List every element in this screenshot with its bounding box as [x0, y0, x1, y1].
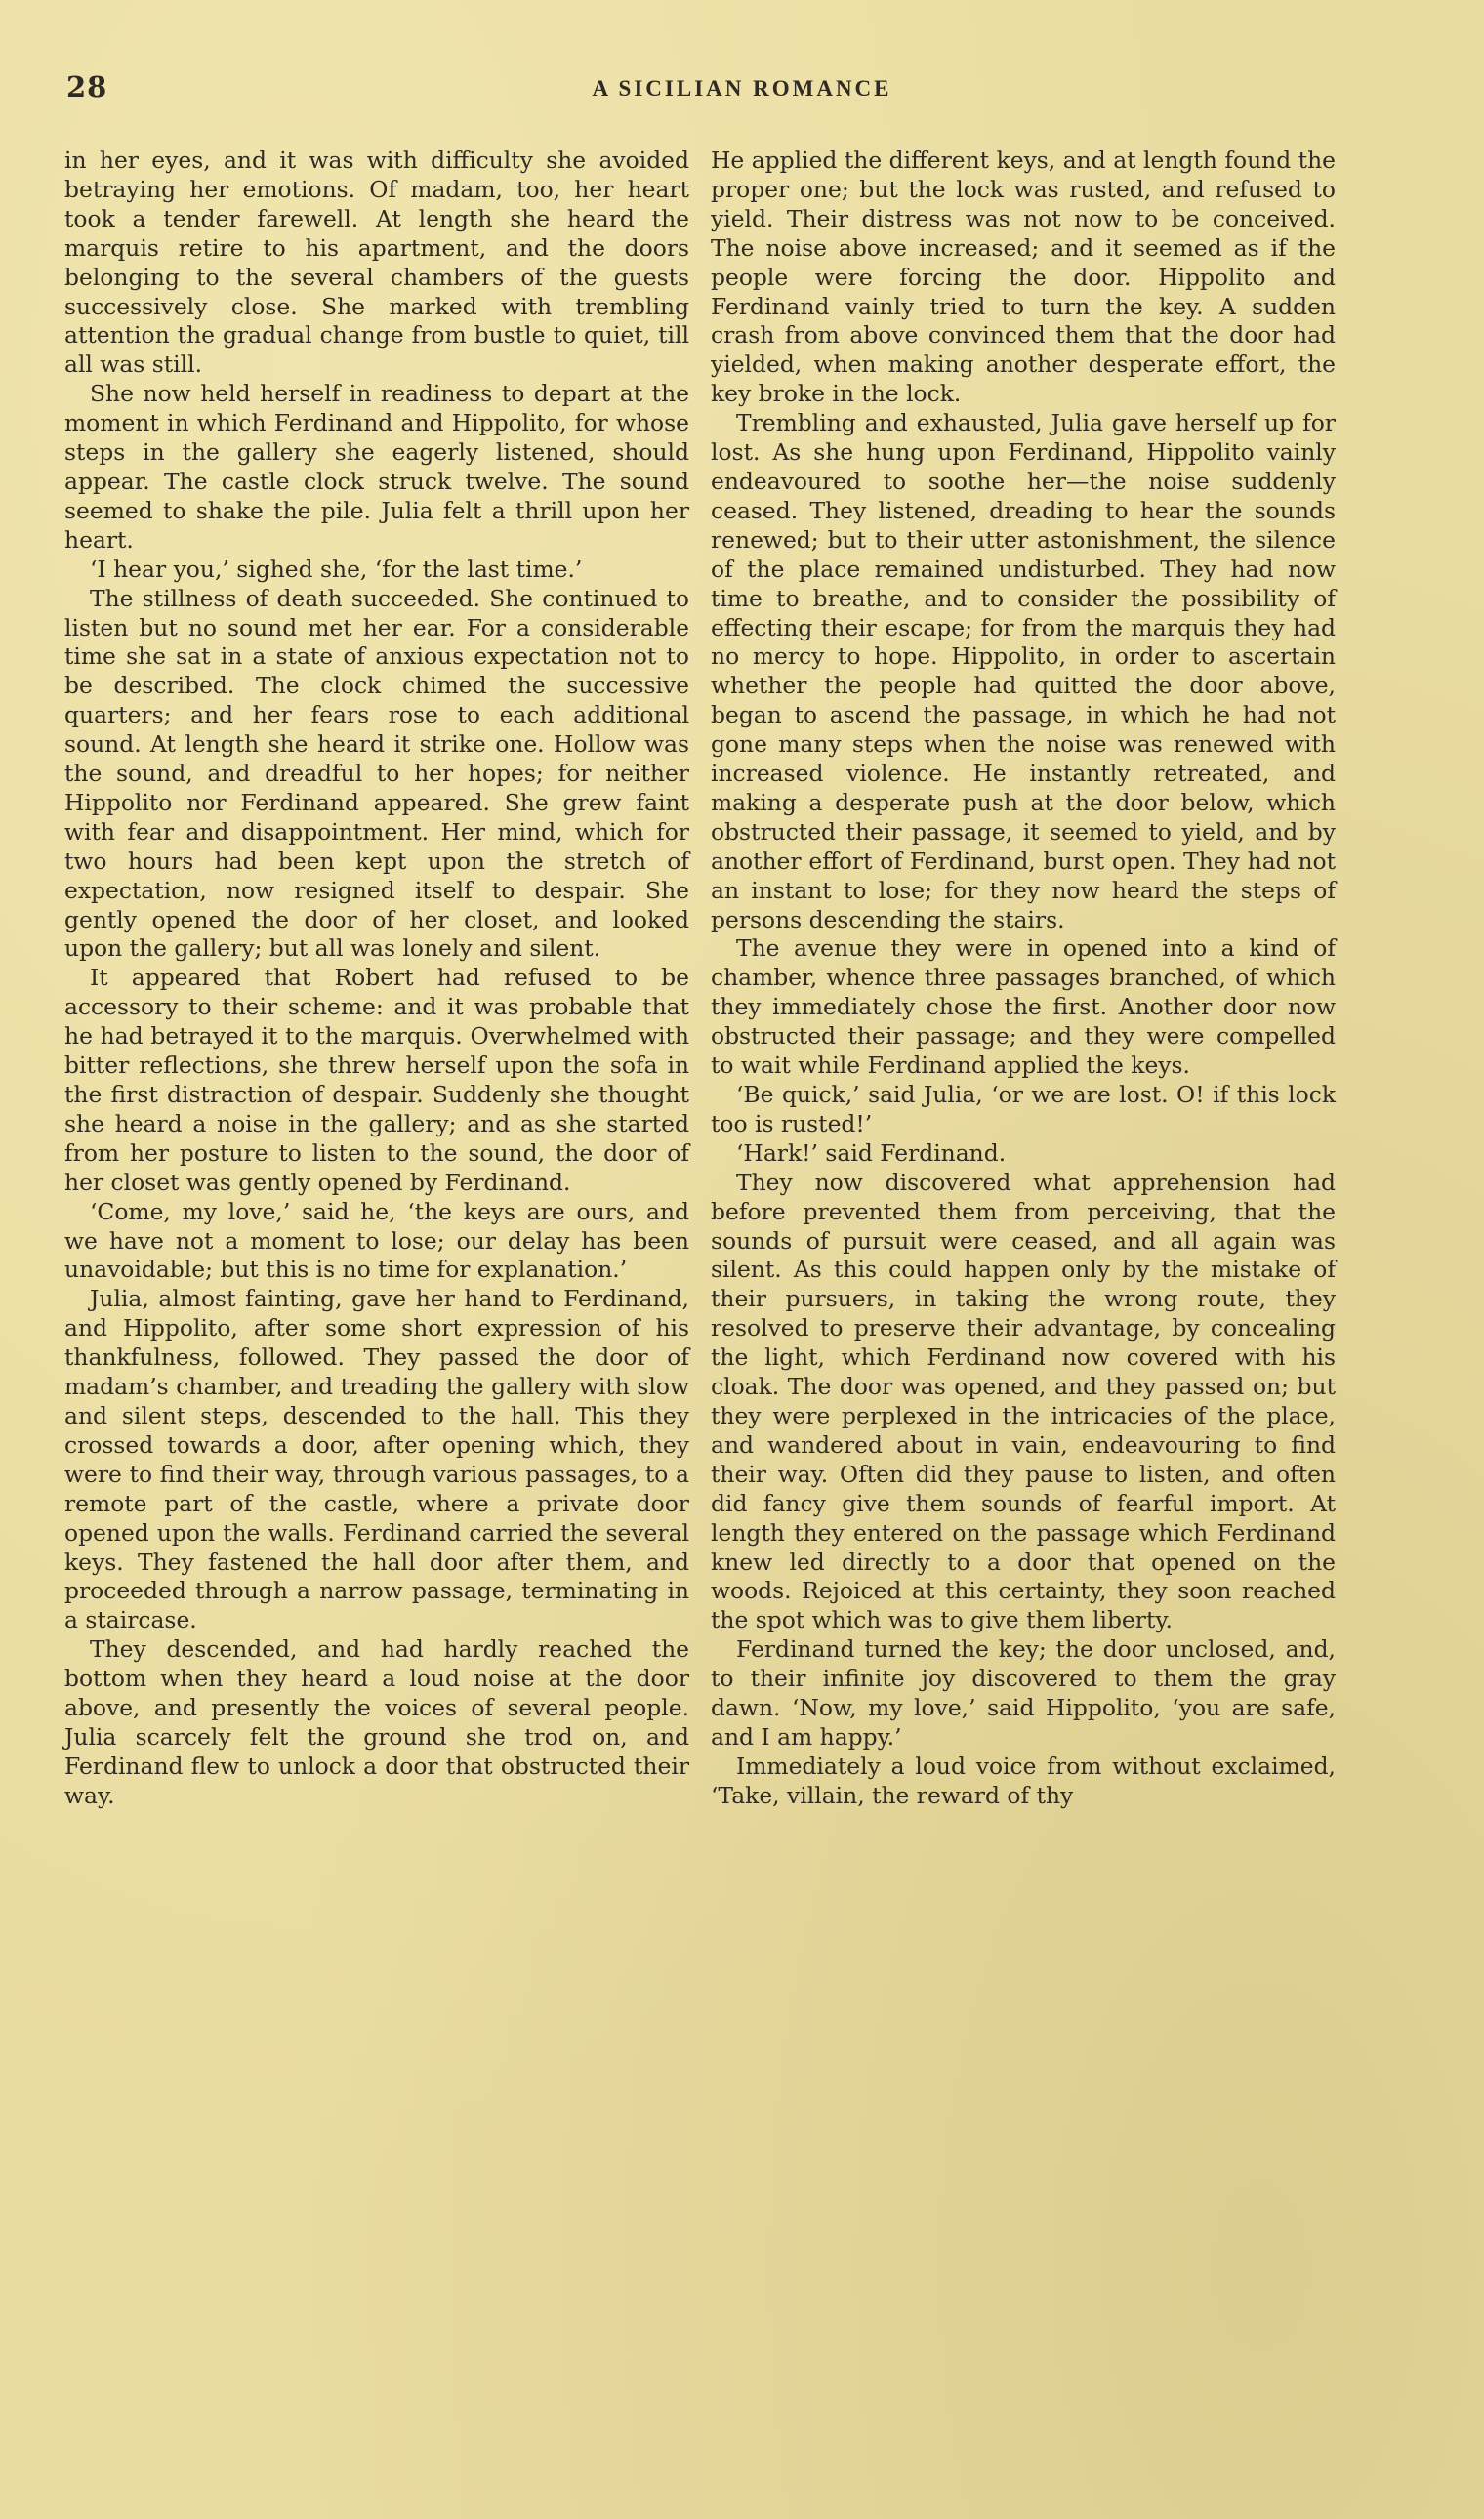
paragraph: They descended, and had hardly reached the bottom when they heard a loud noise at the door above, and presently the voices of several people. Julia scarcely felt the ground she trod on, and Ferdinand flew to unlock a door that obstructed their way.	[64, 1635, 689, 1809]
paragraph: ‘Come, my love,’ said he, ‘the keys are ours, and we have not a moment to lose; our delay has been unavoidable; but this is no time for explanation.’	[64, 1197, 689, 1284]
page-number: 28	[66, 70, 108, 103]
paragraph: He applied the different keys, and at length found the proper one; but the lock was rusted, and refused to yield. Their distress was not now to be conceived. The noise above increased; and it seemed as if the people were forcing the door. Hippolito and Ferdinand vainly tried to turn the key. A sudden crash from above convinced them that the door had yielded, when making another desperate effort, the key broke in the lock.	[711, 146, 1336, 408]
right-column	[711, 146, 1336, 1811]
paragraph: ‘I hear you,’ sighed she, ‘for the last time.’	[90, 555, 583, 583]
paragraph: She now held herself in readiness to depart at the moment in which Ferdinand and Hippolito, for whose steps in the gallery she eagerly listened, should appear. The castle clock struck twelve. The sound seemed to shake the pile. Julia felt a thrill upon her heart.	[64, 380, 689, 554]
page-header	[62, 70, 1422, 109]
paragraph: Ferdinand turned the key; the door unclosed, and, to their infinite joy discovered to them the gray dawn. ‘Now, my love,’ said Hippolito, ‘you are safe, and I am happy.’	[711, 1635, 1336, 1751]
paragraph: in her eyes, and it was with difficulty she avoided betraying her emotions. Of madam, too, her heart took a tender farewell. At length she heard the marquis retire to his apartment, and the doors belonging to the several chambers of the guests successively close. She marked with trembling attention the gradual change from bustle to quiet, till all was still.	[64, 146, 689, 379]
paragraph: The avenue they were in opened into a kind of chamber, whence three passages branched, of which they immediately chose the first. Another door now obstructed their passage; and they were compelled to wait while Ferdinand applied the keys.	[711, 934, 1336, 1080]
paragraph: They now discovered what apprehension had before prevented them from perceiving, that the sounds of pursuit were ceased, and all again was silent. As this could happen only by the mistake of their pursuers, in taking the wrong route, they resolved to preserve their advantage, by concealing the light, which Ferdinand now covered with his cloak. The door was opened, and they passed on; but they were perplexed in the intricacies of the place, and wandered about in vain, endeavouring to find their way. Often did they pause to listen, and often did fancy give them sounds of fearful import. At length they entered on the passage which Ferdinand knew led directly to a door that opened on the woods. Rejoiced at this certainty, they soon reached the spot which was to give them liberty.	[711, 1168, 1336, 1634]
paragraph: It appeared that Robert had refused to be accessory to their scheme: and it was probable that he had betrayed it to the marquis. Overwhelmed with bitter reflections, she threw herself upon the sofa in the first distraction of despair. Suddenly she thought she heard a noise in the gallery; and as she started from her posture to listen to the sound, the door of her closet was gently opened by Ferdinand.	[64, 964, 689, 1196]
paragraph: Trembling and exhausted, Julia gave herself up for lost. As she hung upon Ferdinand, Hippolito vainly endeavoured to soothe her—the noise suddenly ceased. They listened, dreading to hear the sounds renewed; but to their utter astonishment, the silence of the place remained undisturbed. They had now time to breathe, and to consider the possibility of effecting their escape; for from the marquis they had no mercy to hope. Hippolito, in order to ascertain whether the people had quitted the door above, began to ascend the passage, in which he had not gone many steps when the noise was renewed with increased violence. He instantly retreated, and making a desperate push at the door below, which obstructed their passage, it seemed to yield, and by another effort of Ferdinand, burst open. They had not an instant to lose; for they now heard the steps of persons descending the stairs.	[711, 409, 1336, 933]
paragraph: Julia, almost fainting, gave her hand to Ferdinand, and Hippolito, after some short expression of his thankfulness, followed. They passed the door of madam’s chamber, and treading the gallery with slow and silent steps, descended to the hall. This they crossed towards a door, after opening which, they were to find their way, through various passages, to a remote part of the castle, where a private door opened upon the walls. Ferdinand carried the several keys. They fastened the hall door after them, and proceeded through a narrow passage, terminating in a staircase.	[64, 1285, 689, 1634]
left-column	[64, 146, 689, 1811]
running-title: A SICILIAN ROMANCE	[592, 76, 892, 101]
paragraph: ‘Hark!’ said Ferdinand.	[736, 1138, 1007, 1167]
paragraph: Immediately a loud voice from without exclaimed, ‘Take, villain, the reward of thy	[711, 1752, 1336, 1809]
paragraph: ‘Be quick,’ said Julia, ‘or we are lost. O! if this lock too is rusted!’	[711, 1081, 1336, 1137]
paragraph: The stillness of death succeeded. She continued to listen but no sound met her ear. For a considerable time she sat in a state of anxious expectation not to be described. The clock chimed the successive quarters; and her fears rose to each additional sound. At length she heard it strike one. Hollow was the sound, and dreadful to her hopes; for neither Hippolito nor Ferdinand appeared. She grew faint with fear and disappointment. Her mind, which for two hours had been kept upon the stretch of expectation, now resigned itself to despair. She gently opened the door of her closet, and looked upon the gallery; but all was lonely and silent.	[64, 584, 689, 963]
